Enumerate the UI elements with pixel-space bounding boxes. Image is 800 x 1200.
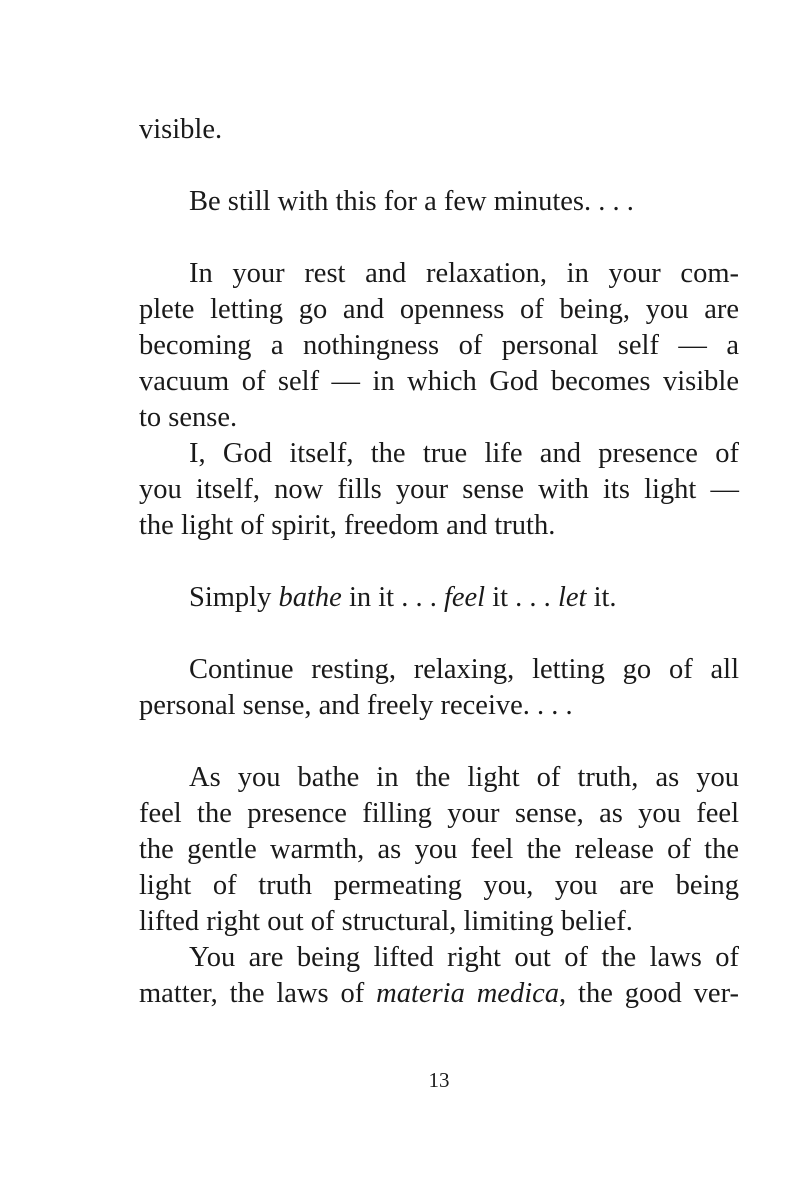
- text-run: , the good ver-: [559, 978, 739, 1009]
- emphasis-bathe: bathe: [278, 582, 342, 613]
- text-line: Continue resting, relaxing, letting go of all: [189, 654, 739, 685]
- text-run: in it . . .: [341, 582, 444, 613]
- paragraph-gap: [139, 724, 739, 760]
- paragraph-gap: [139, 148, 739, 184]
- text-run: it.: [586, 582, 617, 613]
- emphasis-let: let: [557, 582, 587, 613]
- paragraph-gap: [139, 616, 739, 652]
- text-line: the gentle warmth, as you feel the release of the: [139, 834, 739, 865]
- paragraph-gap: [139, 544, 739, 580]
- text-line: personal sense, and freely receive. . . .: [139, 690, 573, 721]
- page-body: [139, 112, 739, 1012]
- text-line: [139, 976, 739, 1012]
- text-line: light of truth permeating you, you are being: [139, 870, 739, 901]
- text-line: visible.: [139, 114, 223, 145]
- text-line: to sense.: [139, 402, 238, 433]
- page-number: 13: [428, 1068, 450, 1092]
- text-line: I, God itself, the true life and presence of: [189, 438, 739, 469]
- text-line: becoming a nothingness of personal self — a: [139, 330, 739, 361]
- paragraph-gap: [139, 220, 739, 256]
- text-line: lifted right out of structural, limiting belief.: [139, 906, 633, 937]
- text-line: plete letting go and openness of being, you are: [139, 294, 739, 325]
- text-line: [139, 580, 739, 616]
- text-line: feel the presence filling your sense, as you feel: [139, 798, 739, 829]
- emphasis-feel: feel: [443, 582, 486, 613]
- emphasis-materia-medica: materia medica: [376, 978, 560, 1009]
- text-run: it . . .: [485, 582, 558, 613]
- text-line: You are being lifted right out of the laws of: [189, 942, 739, 973]
- text-line: As you bathe in the light of truth, as you: [189, 762, 739, 793]
- text-line: Be still with this for a few minutes. . . .: [189, 186, 634, 217]
- text-run: matter, the laws of: [139, 978, 377, 1009]
- text-run: Simply: [189, 582, 279, 613]
- text-line: the light of spirit, freedom and truth.: [139, 510, 556, 541]
- text-line: you itself, now fills your sense with its light —: [139, 474, 739, 505]
- text-line: In your rest and relaxation, in your com-: [189, 258, 739, 289]
- text-line: vacuum of self — in which God becomes visible: [139, 366, 739, 397]
